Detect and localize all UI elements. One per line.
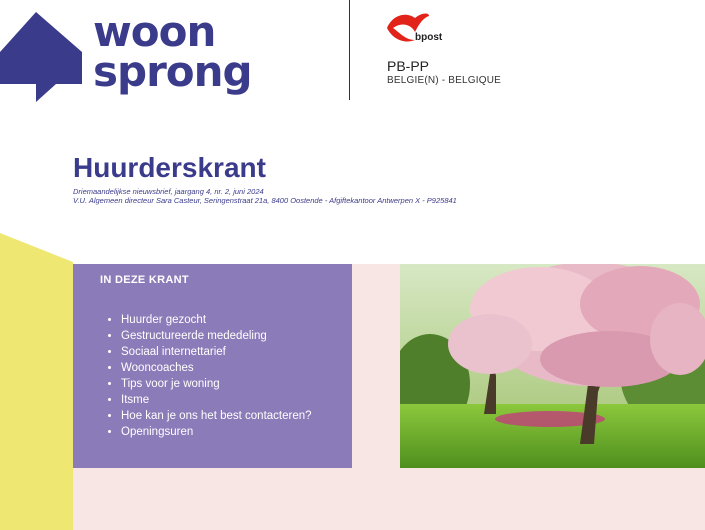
header-divider xyxy=(349,0,350,100)
toc-heading: IN DEZE KRANT xyxy=(100,274,189,286)
newsletter-subtitle: Driemaandelijkse nieuwsbrief, jaargang 4, nr. 2, juni 2024 xyxy=(73,187,264,196)
pink-background-strip xyxy=(73,468,705,530)
toc-item: • Gestructureerde mededeling xyxy=(121,328,312,344)
toc-item: • Tips voor je woning xyxy=(121,376,312,392)
postage-code: PB-PP xyxy=(387,58,430,74)
table-of-contents xyxy=(73,264,352,468)
toc-list xyxy=(105,312,312,440)
logo-word-sprong: sprong xyxy=(93,47,252,96)
publisher-line: V.U. Algemeen directeur Sara Casteur, Seringenstraat 21a, 8400 Oostende - Afgiftekantoor Antwerpen X - P925841 xyxy=(73,196,457,205)
toc-item: • Hoe kan je ons het best contacteren? xyxy=(121,408,312,424)
toc-item: • Itsme xyxy=(121,392,312,408)
toc-item: • Huurder gezocht xyxy=(121,312,312,328)
postage-country: BELGIE(N) - BELGIQUE xyxy=(387,75,502,86)
toc-item: • Sociaal internettarief xyxy=(121,344,312,360)
blossom-tree-photo xyxy=(400,264,705,468)
bpost-brand-text: bpost xyxy=(415,32,443,43)
woonsprong-house-logo-icon xyxy=(0,12,82,102)
toc-item: • Wooncoaches xyxy=(121,360,312,376)
page-title: Huurderskrant xyxy=(73,152,266,183)
logo-word-woon: woon xyxy=(93,7,216,56)
toc-item: • Openingsuren xyxy=(121,424,312,440)
